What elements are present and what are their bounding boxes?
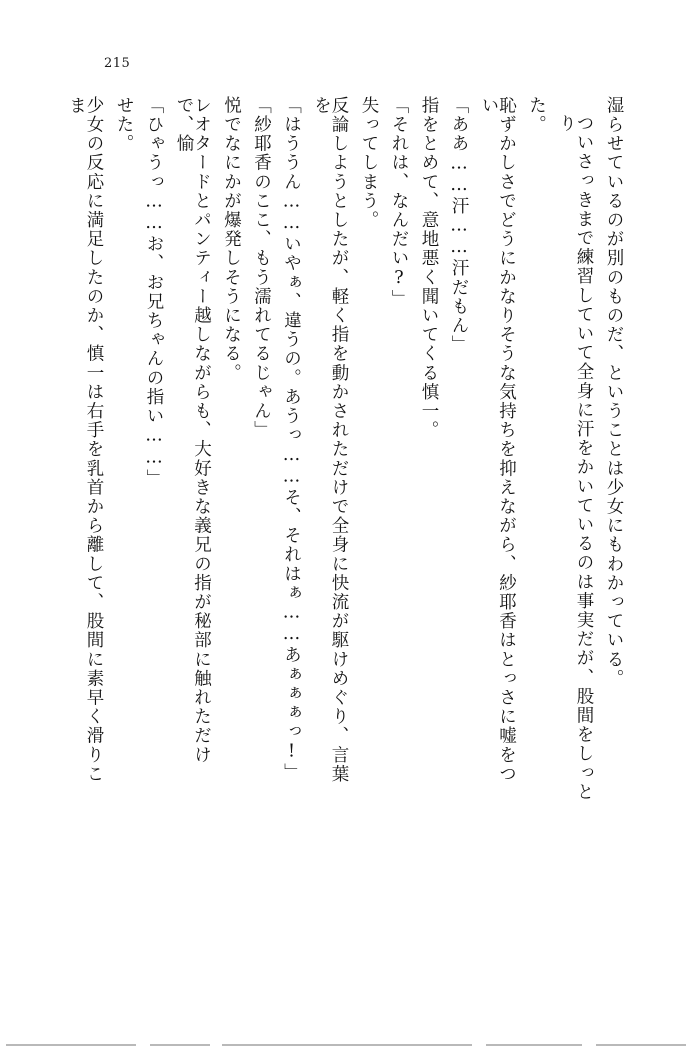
text-column: 失ってしまう。 xyxy=(359,96,379,230)
text-column: ついさっきまで練習していて全身に汗をかいているのは事実だが、股間をしっとり xyxy=(556,114,594,802)
scan-edge-artifact xyxy=(0,1036,694,1050)
text-column: せた。 xyxy=(114,96,134,154)
text-column: 「それは、なんだい?」 xyxy=(389,96,409,309)
text-column: 反論しようとしたが、軽く指を動かされただけで全身に快流が駆けめぐり、言葉を xyxy=(311,96,349,784)
text-column: 悦でなにかが爆発しそうになる。 xyxy=(221,96,242,383)
text-column: 恥ずかしさでどうにかなりそうな気持ちを抑えながら、紗耶香はとっさに嘘をつい xyxy=(479,96,517,784)
text-column: 湿らせているのが別のものだ、ということは少女にもわかっている。 xyxy=(604,96,624,689)
vertical-text-body xyxy=(55,96,624,802)
text-column: 「ひゃうっ……お、お兄ちゃんの指い……」 xyxy=(144,96,164,488)
text-column: 「はううん……いやぁ、違うの。あうっ……そ、それはぁ……あぁぁぁっ!」 xyxy=(281,96,302,782)
text-column: た。 xyxy=(526,96,547,135)
scan-dash xyxy=(596,1044,686,1046)
text-column: 指をとめて、意地悪く聞いてくる慎一。 xyxy=(419,96,439,440)
scan-dash xyxy=(486,1044,582,1046)
scan-dash xyxy=(6,1044,136,1046)
page-number: 215 xyxy=(104,56,131,71)
text-column: 少女の反応に満足したのか、慎一は右手を乳首から離して、股間に素早く滑りこま xyxy=(66,96,104,784)
scan-dash xyxy=(222,1044,472,1046)
text-column: 「紗耶香のここ、もう濡れてるじゃん」 xyxy=(251,96,272,440)
text-column: 「ああ……汗……汗だもん」 xyxy=(449,96,469,355)
scan-dash xyxy=(150,1044,210,1046)
text-column: レオタードとパンティー越しながらも、大好きな義兄の指が秘部に触れただけで、愉 xyxy=(174,96,212,765)
